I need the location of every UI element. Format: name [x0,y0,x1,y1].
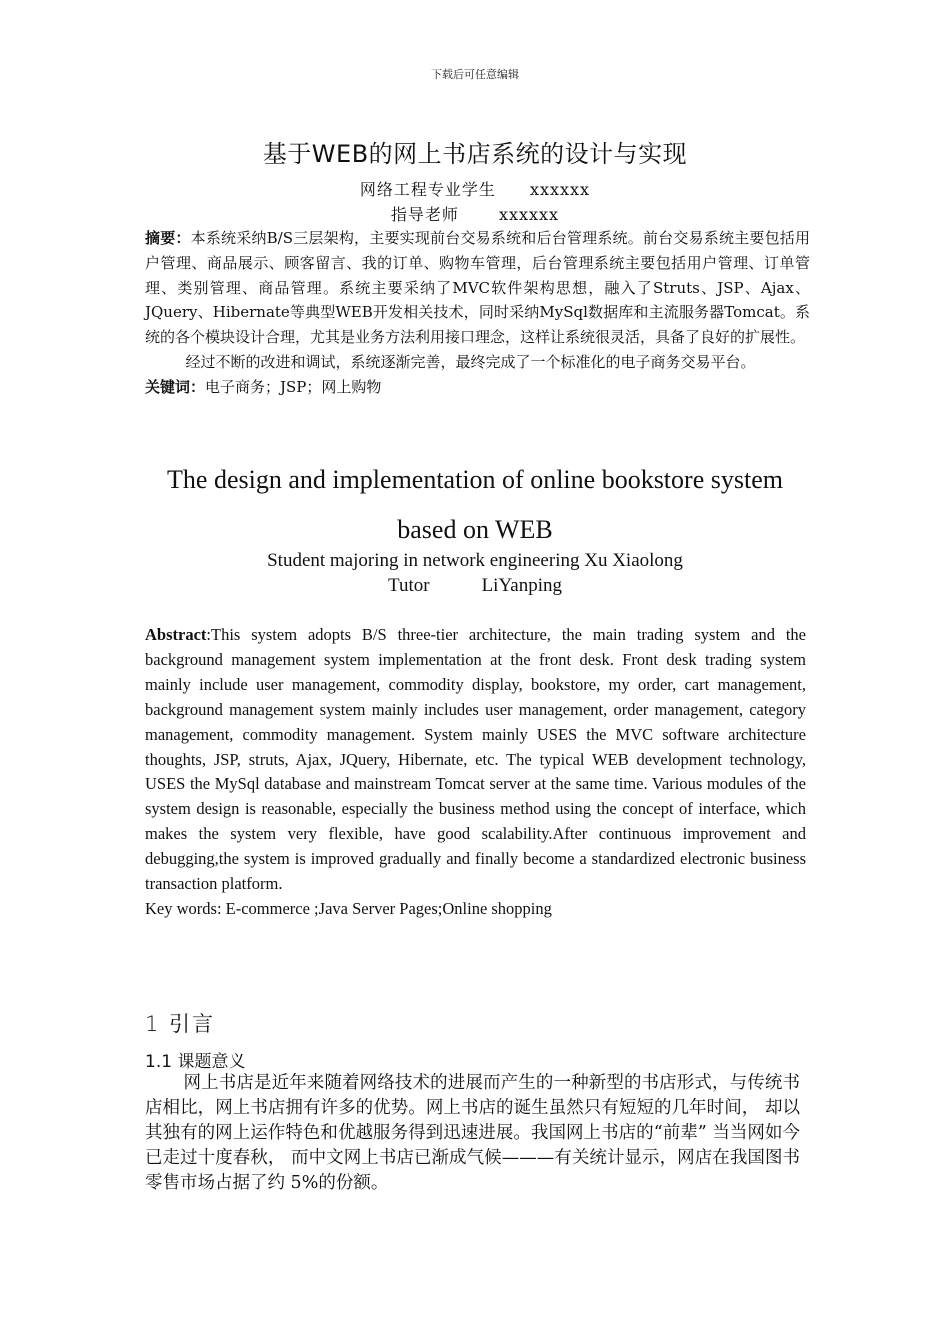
english-abstract-text: :This system adopts B/S three-tier architecture, the main trading system and the background management system implementation at the front desk. Front desk trading system mainly include user management, commodity display, bookstore, my order, cart management, background management system mainly includes user management, order management, category management, commodity management. System mainly USES the MVC software architecture thoughts, JSP, struts, Ajax, JQuery, Hibernate, etc. The typical WEB development technology, USES the MySql database and mainstream Tomcat server at the same time. Various modules of the system design is reasonable, especially the business method using the concept of interface, which makes the system very flexible, have good scalability.After continuous improvement and debugging,the system is improved gradually and finally become a standardized electronic business transaction platform. [145,625,806,894]
english-abstract [145,623,806,922]
author-name: xxxxxx [529,180,591,199]
chinese-title: 基于WEB的网上书店系统的设计与实现 [262,140,688,168]
author-role: 网络工程专业学生 [359,180,496,199]
english-keywords: Key words: E-commerce ;Java Server Pages;Online shopping [145,898,552,918]
subsection-paragraph: 网上书店是近年来随着网络技术的进展而产生的一种新型的书店形式，与传统书店相比，网上书店拥有许多的优势。网上书店的诞生虽然只有短短的几年时间， 却以其独有的网上运作特色和优越服务得到迅速进展。我国网上书店的“前辈” 当当网如今已走过十度春秋， 而中文网上书店已渐成气候———有关统计显示，网店在我国图书零售市场占据了约 5%的份额。 [145,1073,800,1193]
english-abstract-paragraph [145,623,806,897]
english-tutor-name: LiYanping [481,575,562,596]
section-heading: 1 引言 [145,1012,216,1036]
abstract-text: 本系统采纳B/S三层架构，主要实现前台交易系统和后台管理系统。前台交易系统主要包括用户管理、商品展示、顾客留言、我的订单、购物车管理，后台管理系统主要包括用户管理、订单管理、类别管理、商品管理。系统主要采纳了MVC软件架构思想，融入了Struts、JSP、Ajax、JQuery、Hibernate等典型WEB开发相关技术，同时采纳MySql数据库和主流服务器Tomcat。系统的各个模块设计合理，尤其是业务方法利用接口理念，这样让系统很灵活，具备了良好的扩展性。 [145,229,810,347]
header-note: 下载后可任意编辑 [431,68,519,81]
chinese-abstract-paragraph-2: 经过不断的改进和调试，系统逐渐完善，最终完成了一个标准化的电子商务交易平台。 [185,352,756,371]
english-title-line-1: The design and implementation of online bookstore system [167,465,783,494]
english-tutor-label: Tutor [388,575,430,596]
chinese-keywords [145,375,810,400]
english-abstract-label: Abstract [145,625,207,644]
english-title [0,455,950,555]
english-author: Student majoring in network engineering Xu Xiaolong [267,550,683,571]
tutor-name: xxxxxx [498,205,560,224]
chinese-abstract [145,226,810,400]
chinese-author-line [0,177,950,200]
subsection-heading: 1.1 课题意义 [145,1052,246,1072]
tutor-role: 指导老师 [390,205,459,224]
chinese-abstract-paragraph-1 [145,226,810,350]
english-author-block [0,548,950,598]
subsection-body [145,1071,800,1196]
chinese-tutor-line [0,202,950,225]
keywords-text: 电子商务；JSP；网上购物 [205,377,382,396]
english-tutor [0,573,950,598]
abstract-label: 摘要： [145,229,191,247]
keywords-label: 关键词： [145,377,206,396]
english-title-line-2: based on WEB [397,515,553,544]
